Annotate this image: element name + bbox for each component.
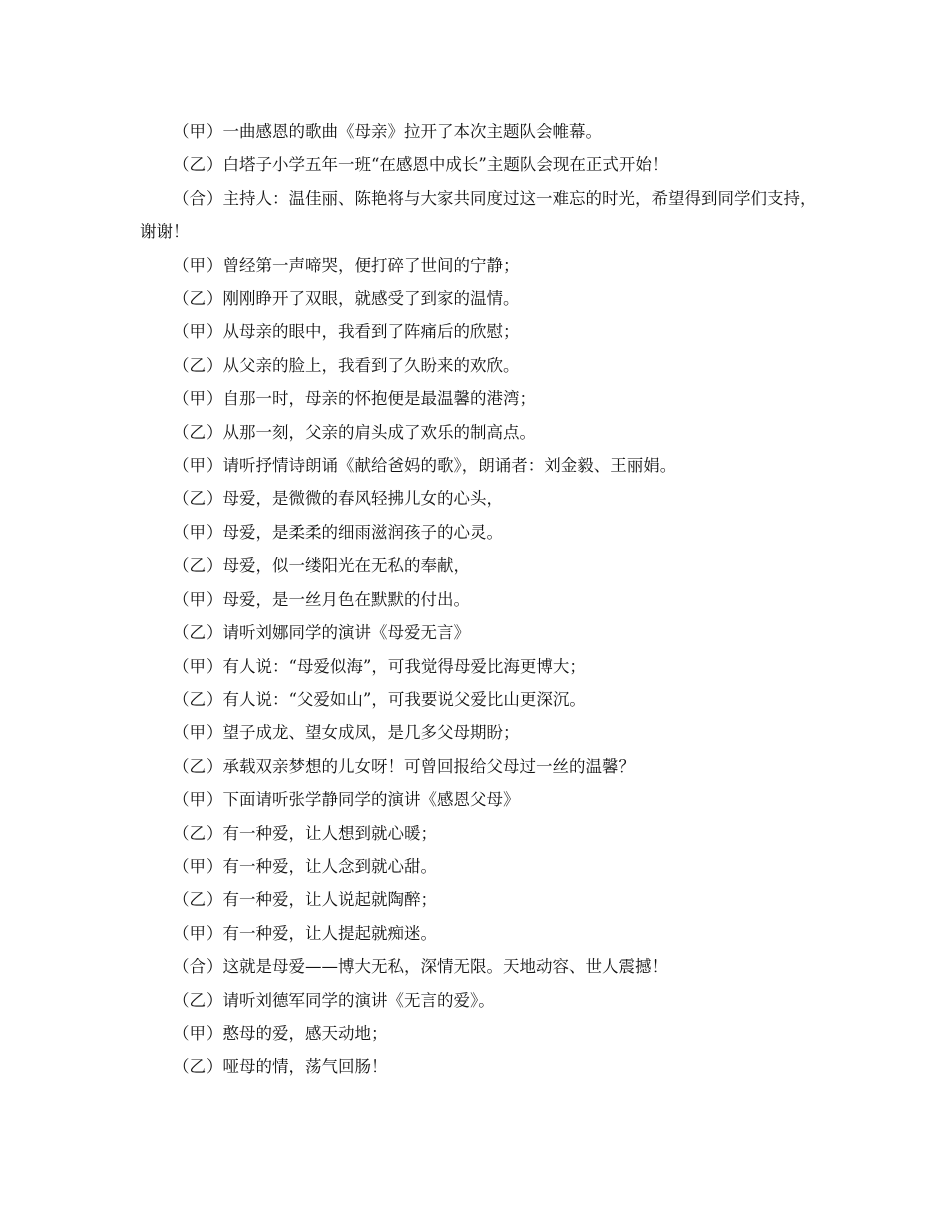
script-line: （甲）自那一时，母亲的怀抱便是最温馨的港湾； (173, 389, 536, 409)
document-body (140, 115, 820, 1084)
script-line: （乙）从父亲的脸上，我看到了久盼来的欢欣。 (173, 355, 520, 375)
script-line: （甲）有一种爱，让人念到就心甜。 (173, 856, 437, 876)
script-line: （乙）哑母的情，荡气回肠！ (173, 1057, 388, 1077)
script-line: （乙）母爱，似一缕阳光在无私的奉献， (173, 556, 470, 576)
script-line: （甲）一曲感恩的歌曲《母亲》拉开了本次主题队会帷幕。 (173, 122, 602, 141)
script-line: （乙）从那一刻，父亲的肩头成了欢乐的制高点。 (173, 422, 536, 442)
script-line: （乙）请听刘娜同学的演讲《母爱无言》 (173, 623, 470, 643)
script-line: （甲）从母亲的眼中，我看到了阵痛后的欣慰； (173, 322, 520, 342)
script-line: （合）主持人：温佳丽、陈艳将与大家共同度过这一难忘的时光，希望得到同学们支持，谢谢！ (140, 188, 817, 242)
script-line: （甲）憨母的爱，感天动地； (173, 1023, 388, 1043)
script-line: （乙）母爱，是微微的春风轻拂儿女的心头， (173, 489, 503, 509)
script-line: （乙）请听刘德军同学的演讲《无言的爱》。 (173, 990, 495, 1010)
script-line: （甲）有人说：“母爱似海”，可我觉得母爱比海更博大； (173, 656, 586, 676)
script-line: （乙）承载双亲梦想的儿女呀！可曾回报给父母过一丝的温馨？ (173, 756, 635, 776)
script-line: （甲）曾经第一声啼哭，便打碎了世间的宁静； (173, 255, 520, 275)
script-line: （乙）有人说：“父爱如山”，可我要说父爱比山更深沉。 (173, 689, 586, 709)
script-line: （乙）有一种爱，让人说起就陶醉； (173, 890, 437, 910)
script-line: （甲）望子成龙、望女成凤，是几多父母期盼； (173, 723, 520, 743)
script-line: （甲）有一种爱，让人提起就痴迷。 (173, 923, 437, 943)
script-line: （乙）白塔子小学五年一班“在感恩中成长”主题队会现在正式开始！ (173, 155, 669, 175)
script-line: （甲）母爱，是柔柔的细雨滋润孩子的心灵。 (173, 522, 503, 542)
script-line: （甲）母爱，是一丝月色在默默的付出。 (173, 589, 470, 609)
script-line: （甲）请听抒情诗朗诵《献给爸妈的歌》，朗诵者：刘金毅、王丽娟。 (173, 456, 677, 476)
script-line: （乙）刚刚睁开了双眼，就感受了到家的温情。 (173, 289, 520, 309)
script-line: （甲）下面请听张学静同学的演讲《感恩父母》 (173, 790, 520, 810)
script-line: （合）这就是母爱——博大无私，深情无限。天地动容、世人震撼！ (173, 957, 668, 977)
script-line: （乙）有一种爱，让人想到就心暖； (173, 823, 437, 843)
